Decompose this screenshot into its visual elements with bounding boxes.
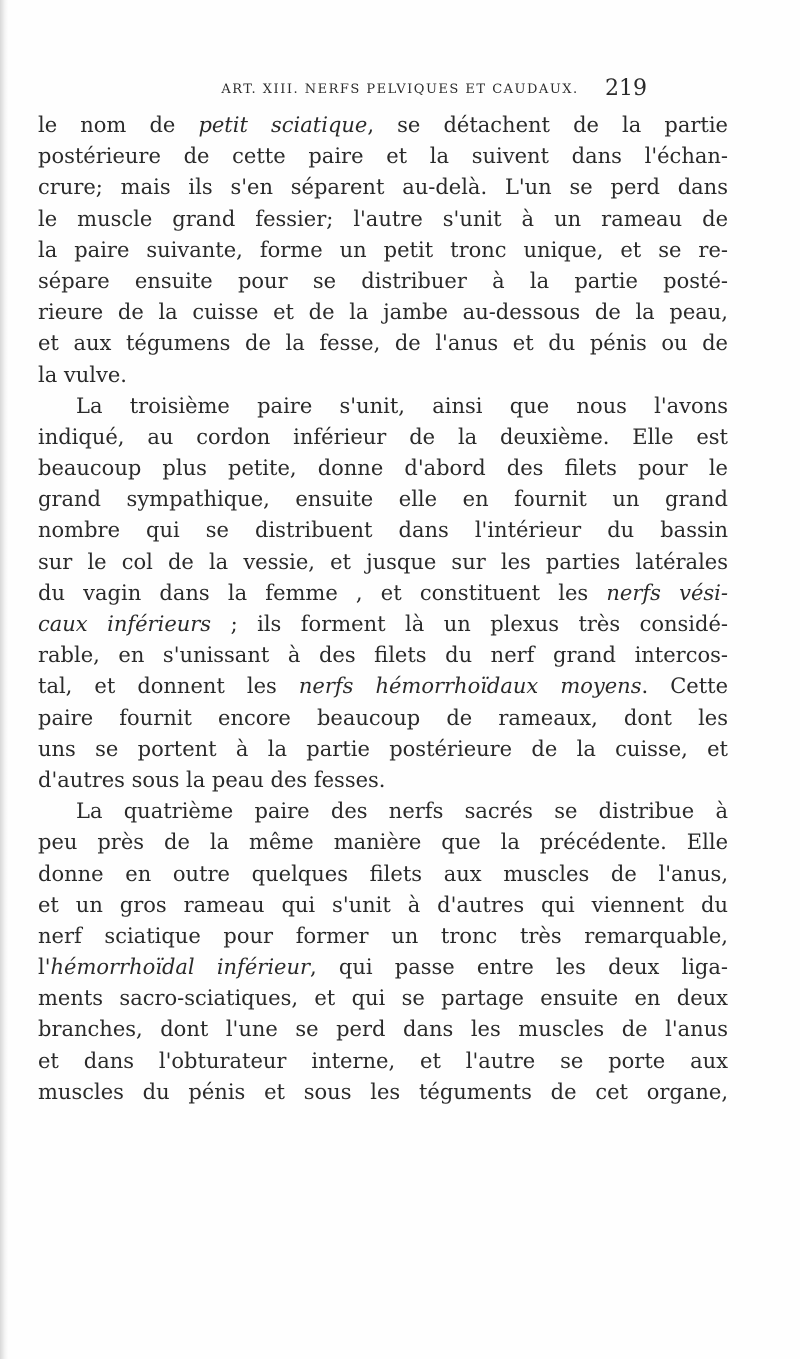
text-line: uns se portent à la partie postérieure de la cuisse, et <box>38 736 728 761</box>
page-number: 219 <box>605 76 647 101</box>
text-line: du vagin dans la femme , et constituent les nerfs vési- <box>38 580 728 605</box>
text-line: nombre qui se distribuent dans l'intérieur du bassin <box>38 518 728 543</box>
text-line: rieure de la cuisse et de la jambe au-dessous de la peau, <box>38 300 728 325</box>
text-line: et un gros rameau qui s'unit à d'autres qui viennent du <box>38 892 728 917</box>
text-line: l'hémorrhoïdal inférieur, qui passe entre les deux liga- <box>38 955 728 980</box>
text-line: grand sympathique, ensuite elle en fournit un grand <box>38 487 728 512</box>
text-line: donne en outre quelques filets aux muscles de l'anus, <box>38 861 728 886</box>
paragraph-start-line: La troisième paire s'unit, ainsi que nous l'avons <box>76 393 728 418</box>
paragraph-start-line: La quatrième paire des nerfs sacrés se distribue à <box>76 799 728 824</box>
text-line: crure; mais ils s'en séparent au-delà. L'un se perd dans <box>38 175 728 200</box>
text-line: branches, dont l'une se perd dans les muscles de l'anus <box>38 1017 728 1042</box>
text-line: paire fournit encore beaucoup de rameaux, dont les <box>38 705 728 730</box>
text-line: caux inférieurs ; ils forment là un plexus très considé- <box>38 612 728 636</box>
text-line: sur le col de la vessie, et jusque sur les parties latérales <box>38 549 728 574</box>
running-head: ART. XIII. NERFS PELVIQUES ET CAUDAUX. <box>221 82 579 97</box>
text-line: peu près de la même manière que la précédente. Elle <box>38 830 728 855</box>
text-line: postérieure de cette paire et la suivent dans l'échan- <box>38 144 728 169</box>
text-line: la vulve. <box>38 362 127 387</box>
text-line: ments sacro-sciatiques, et qui se partage ensuite en deux <box>38 986 728 1011</box>
text-line: rable, en s'unissant à des filets du nerf grand intercos- <box>38 643 728 668</box>
text-line: sépare ensuite pour se distribuer à la partie posté- <box>38 268 728 293</box>
text-line: tal, et donnent les nerfs hémorrhoïdaux moyens. Cette <box>38 674 728 699</box>
text-line: le nom de petit sciatique, se détachent de la partie <box>38 113 728 137</box>
page-binding-edge <box>0 0 8 1359</box>
text-line: muscles du pénis et sous les téguments de cet organe, <box>38 1079 728 1104</box>
text-line: le muscle grand fessier; l'autre s'unit à un rameau de <box>38 206 728 231</box>
text-line: la paire suivante, forme un petit tronc unique, et se re- <box>38 237 728 262</box>
text-line: indiqué, au cordon inférieur de la deuxième. Elle est <box>38 424 728 449</box>
text-line: nerf sciatique pour former un tronc très remarquable, <box>38 923 728 948</box>
body-text <box>38 110 728 1108</box>
text-line: beaucoup plus petite, donne d'abord des filets pour le <box>38 456 728 481</box>
text-line: d'autres sous la peau des fesses. <box>38 767 386 792</box>
text-line: et aux tégumens de la fesse, de l'anus et du pénis ou de <box>38 331 728 356</box>
text-line: et dans l'obturateur interne, et l'autre se porte aux <box>38 1048 728 1073</box>
